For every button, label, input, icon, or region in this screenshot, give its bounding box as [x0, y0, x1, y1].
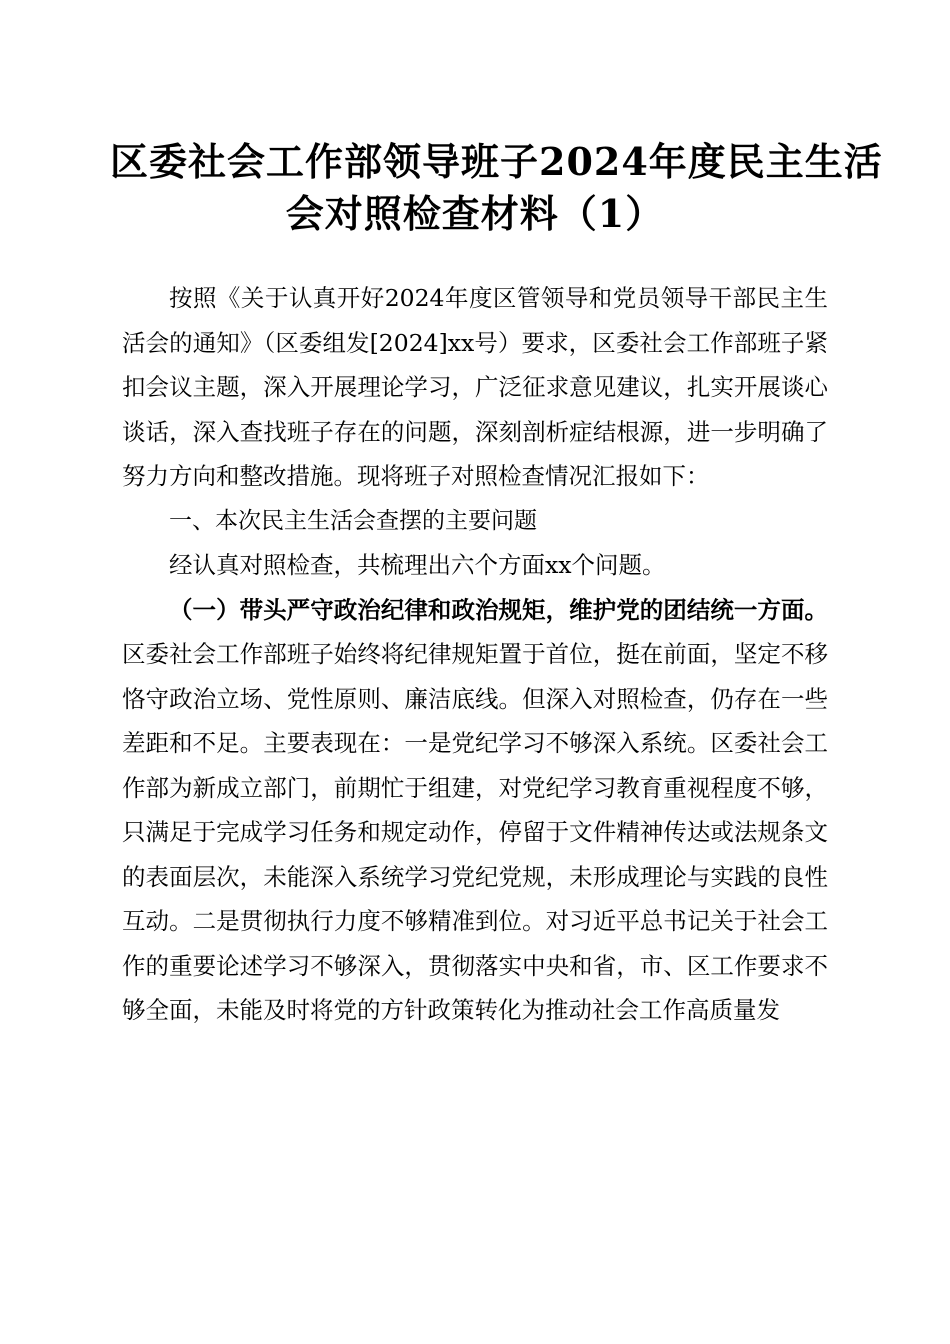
intro-paragraph: 按照《关于认真开好2024年度区管领导和党员领导干部民主生活会的通知》（区委组发[2024]xx号）要求，区委社会工作部班子紧扣会议主题，深入开展理论学习，广泛征求意见建议，扎实开展谈心谈话，深入查找班子存在的问题，深刻剖析症结根源，进一步明确了努力方向和整改措施。现将班子对照检查情况汇报如下：	[122, 284, 828, 490]
document-body	[122, 276, 828, 1033]
section-heading-1: 一、本次民主生活会查摆的主要问题	[169, 507, 537, 534]
section-1-text: 区委社会工作部班子始终将纪律规矩置于首位，挺在前面，坚定不移恪守政治立场、党性原则、廉洁底线。但深入对照检查，仍存在一些差距和不足。主要表现在：一是党纪学习不够深入系统。区委社会工作部为新成立部门，前期忙于组建，对党纪学习教育重视程度不够，只满足于完成学习任务和规定动作，停留于文件精神传达或法规条文的表面层次，未能深入系统学习党纪党规，未形成理论与实践的良性互动。二是贯彻执行力度不够精准到位。对习近平总书记关于社会工作的重要论述学习不够深入，贯彻落实中央和省，市、区工作要求不够全面，未能及时将党的方针政策转化为推动社会工作高质量发	[122, 640, 828, 1024]
document-title	[110, 136, 883, 240]
summary-paragraph: 经认真对照检查，共梳理出六个方面xx个问题。	[169, 551, 666, 579]
title-line-2: 会对照检查材料（1）	[285, 191, 665, 236]
section-1-paragraph	[122, 588, 828, 1033]
title-line-1: 区委社会工作部领导班子2024年度民主生活	[110, 139, 883, 184]
section-1-lead: （一）带头严守政治纪律和政治规矩，维护党的团结统一方面。	[169, 595, 828, 624]
